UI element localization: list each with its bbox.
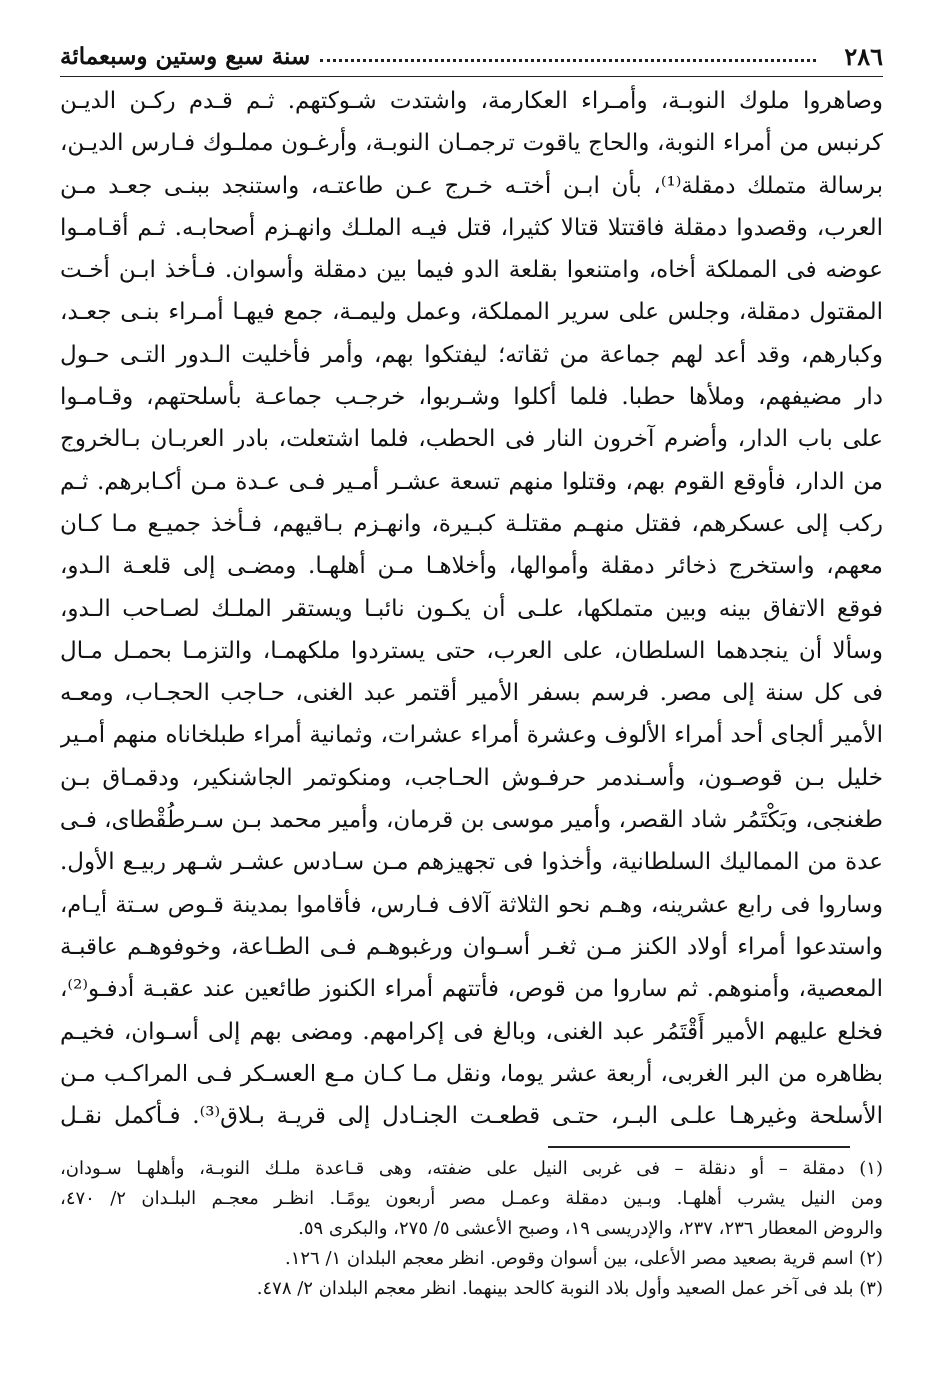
text-line: خليل بـن قوصـون، وأسـندمر حرفـوش الحـاجب، ومنكوتمر الجاشنكير، ودقمـاق بـن <box>60 764 883 791</box>
text-line: بظاهره من البر الغربى، أربعة عشر يوما، ونقل مـا كـان مـع العسـكر فـى المراكـب مـن <box>60 1060 883 1087</box>
text-line: المقتول دمقلة، وجلس على سرير المملكة، وعمل وليمـة، جمع فيهـا أمـراء بنـى جعـد، <box>60 299 883 326</box>
text-line: وصاهروا ملوك النوبـة، وأمـراء العكارمة، واشتدت شـوكتهم. ثـم قـدم ركـن الديـن <box>60 88 883 114</box>
dot-leader <box>320 59 816 62</box>
running-head-title: سنة سبع وستين وسبعمائة <box>60 42 311 70</box>
text-line: واستدعوا أمراء أولاد الكنز مـن ثغـر أسـوان ورغبوهـم فـى الطـاعة، وخوفوهـم عاقبـة <box>60 933 883 960</box>
text-line: كرنبس من أمراء النوبة، والحاج ياقوت ترجمـان النوبـة، وأرغـون مملـوك فـارس الديـن، <box>60 130 883 157</box>
text-line: معهم، واستخرج ذخائر دمقلة وأموالها، وأخلاهـا مـن أهلهـا. ومضـى إلى قلعـة الـدو، <box>60 553 883 580</box>
footnote-line: (٣) بلد فى آخر عمل الصعيد وأول بلاد النوبة كالحد بينهما. انظر معجم البلدان ٢/ ٤٧٨. <box>256 1278 883 1299</box>
footnote-line: (١) دمقلة – أو دنقلة – فى غربى النيل على ضفته، وهى قـاعدة ملـك النوبـة، وأهلهـا سـودان، <box>60 1158 883 1179</box>
footnote-line: ومن النيل يشرب أهلهـا. وبـين دمقلة وعمـل مصر أربعون يومًـا. انظـر معجـم البلـدان ٢/ ٤٧٠، <box>60 1188 883 1209</box>
text-line: عدة من المماليك السلطانية، وأخذوا فى تجهيزهم مـن سـادس عشـر شـهر ربيـع الأول. <box>60 849 883 876</box>
text-line: فوقع الاتفاق بينه وبين متملكها، علـى أن يكـون نائبـا ويستقر الملـك لصـاحب الـدو، <box>60 595 883 622</box>
text-line: عوضه فى المملكة أخاه، وامتنعوا بقلعة الدو فيما بين دمقلة وأسوان. فـأخذ ابـن أخـت <box>60 257 883 284</box>
text-line: المعصية، وأمنوهم. ثم ساروا من قوص، فأتتهم أمراء الكنوز طائعين عند عقبـة أدفـو⁽²⁾، <box>60 976 883 1003</box>
text-line: على باب الدار، وأضرم آخرون النار فى الحطب، فلما اشتعلت، بادر العربـان بـالخروج <box>60 426 883 453</box>
text-line: وسألا أن ينجدهما السلطان، على العرب، حتى يستردوا ملكهمـا، والتزمـا بحمـل مـال <box>60 637 883 664</box>
text-line: فخلع عليهم الأمير أَقْتَمُر عبد الغنى، وبالغ فى إكرامهم. ومضى بهم إلى أسـوان، فخيـم <box>60 1018 883 1045</box>
footnote-line: والروض المعطار ٢٣٦، ٢٣٧، والإدريسى ١٩، وصبح الأعشى ٥/ ٢٧٥، والبكرى ٥٩. <box>298 1218 883 1239</box>
text-line: من الدار، فأوقع القوم بهم، وقتلوا منهم تسعة عشـر أمـير فـى عـدة مـن أكـابرهم. ثـم <box>60 468 883 495</box>
text-line: وكبارهم، وقد أعد لهم جماعة من ثقاته؛ ليفتكوا بهم، وأمر فأخليت الـدور التـى حـول <box>60 341 883 368</box>
text-line: دار مضيفهم، وملأها حطبا. فلما أكلوا وشـربوا، خرجـب جماعـة بأسلحتهم، وقـامـوا <box>60 384 883 411</box>
footnotes <box>60 1154 883 1304</box>
footnote-separator <box>548 1146 850 1148</box>
page-number: ٢٨٦ <box>844 41 883 71</box>
text-line: ركب إلى عسكرهم، فقتل منهـم مقتلـة كبـيرة، وانهـزم بـاقيهم، فـأخذ جميـع مـا كـان <box>60 510 883 537</box>
text-line: الأمير ألجاى أحد أمراء الألوف وعشرة أمراء عشرات، وثمانية أمراء طبلخاناه منهم أمـير <box>60 722 883 749</box>
text-line: طغنجى، وبَكْتَمُر شاد القصر، وأمير موسى بن قرمان، وأمير محمد بـن سـرطُقْطاى، فـى <box>60 807 883 834</box>
text-line: برسالة متملك دمقلة⁽¹⁾، بأن ابـن أختـه خـرج عـن طاعتـه، واستنجد ببنـى جعـد مـن <box>60 172 883 199</box>
running-head <box>60 36 883 77</box>
text-line: فى كل سنة إلى مصر. فرسم بسفر الأمير أقتمر عبد الغنى، حـاجب الحجـاب، ومعـه <box>60 680 883 707</box>
main-text <box>60 80 883 1137</box>
footnote-line: (٢) اسم قرية بصعيد مصر الأعلى، بين أسوان وقوص. انظر معجم البلدان ١/ ١٢٦. <box>284 1248 883 1269</box>
text-line: العرب، وقصدوا دمقلة فاقتتلا قتالا كثيرا، قتل فيـه الملـك وانهـزم أصحابـه. ثـم أقـامـوا <box>60 214 883 241</box>
text-line: وساروا فى رابع عشرينه، وهـم نحو الثلاثة آلاف فـارس، فأقاموا بمدينة قـوص سـتة أيـام، <box>60 891 883 918</box>
text-line: الأسلحة وغيرهـا علـى البـر، حتـى قطعـت الجنـادل إلى قريـة بـلاق⁽³⁾. فـأكمل نقـل <box>60 1103 883 1130</box>
